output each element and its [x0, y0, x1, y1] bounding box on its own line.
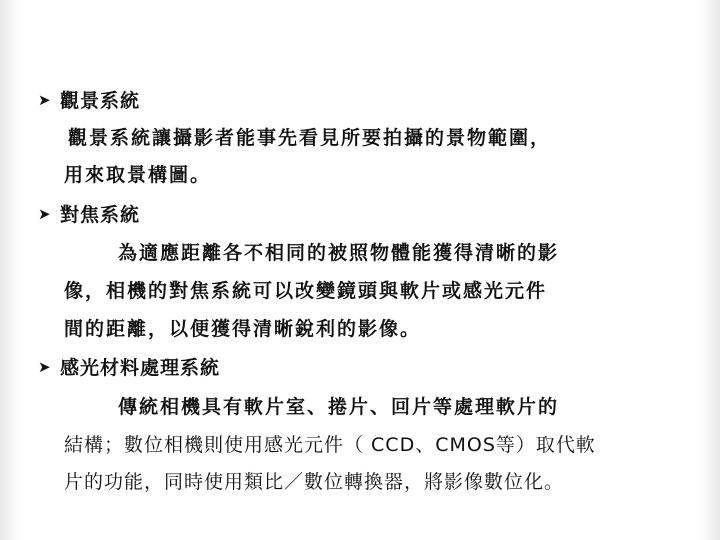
body-line: 像，相機的對焦系統可以改變鏡頭與軟片或感光元件: [64, 280, 548, 302]
section-title: 觀景系統: [60, 90, 141, 112]
section-title: 對焦系統: [60, 204, 141, 226]
body-line: 傳統相機具有軟片室、捲片、回片等處理軟片的: [118, 396, 560, 418]
section-title: 感光材料處理系統: [60, 357, 221, 379]
arrow-bullet-icon: ➤: [38, 204, 52, 223]
section-heading-viewfinder: [38, 86, 140, 113]
body-line: 結構；數位相機則使用感光元件（ CCD、CMOS等）取代軟: [64, 434, 596, 456]
body-line: 間的距離，以便獲得清晰銳利的影像。: [64, 318, 422, 340]
section-heading-focus: [38, 200, 140, 227]
body-line: 用來取景構圖。: [64, 164, 212, 186]
section-heading-film-processing: [38, 353, 220, 380]
body-line: 為適應距離各不相同的被照物體能獲得清晰的影: [118, 242, 560, 264]
arrow-bullet-icon: ➤: [38, 90, 52, 109]
arrow-bullet-icon: ➤: [38, 357, 52, 376]
body-line: 片的功能，同時使用類比／數位轉換器，將影像數位化。: [64, 471, 565, 493]
body-line: 觀景系統讓攝影者能事先看見所要拍攝的景物範圍，: [68, 127, 552, 149]
